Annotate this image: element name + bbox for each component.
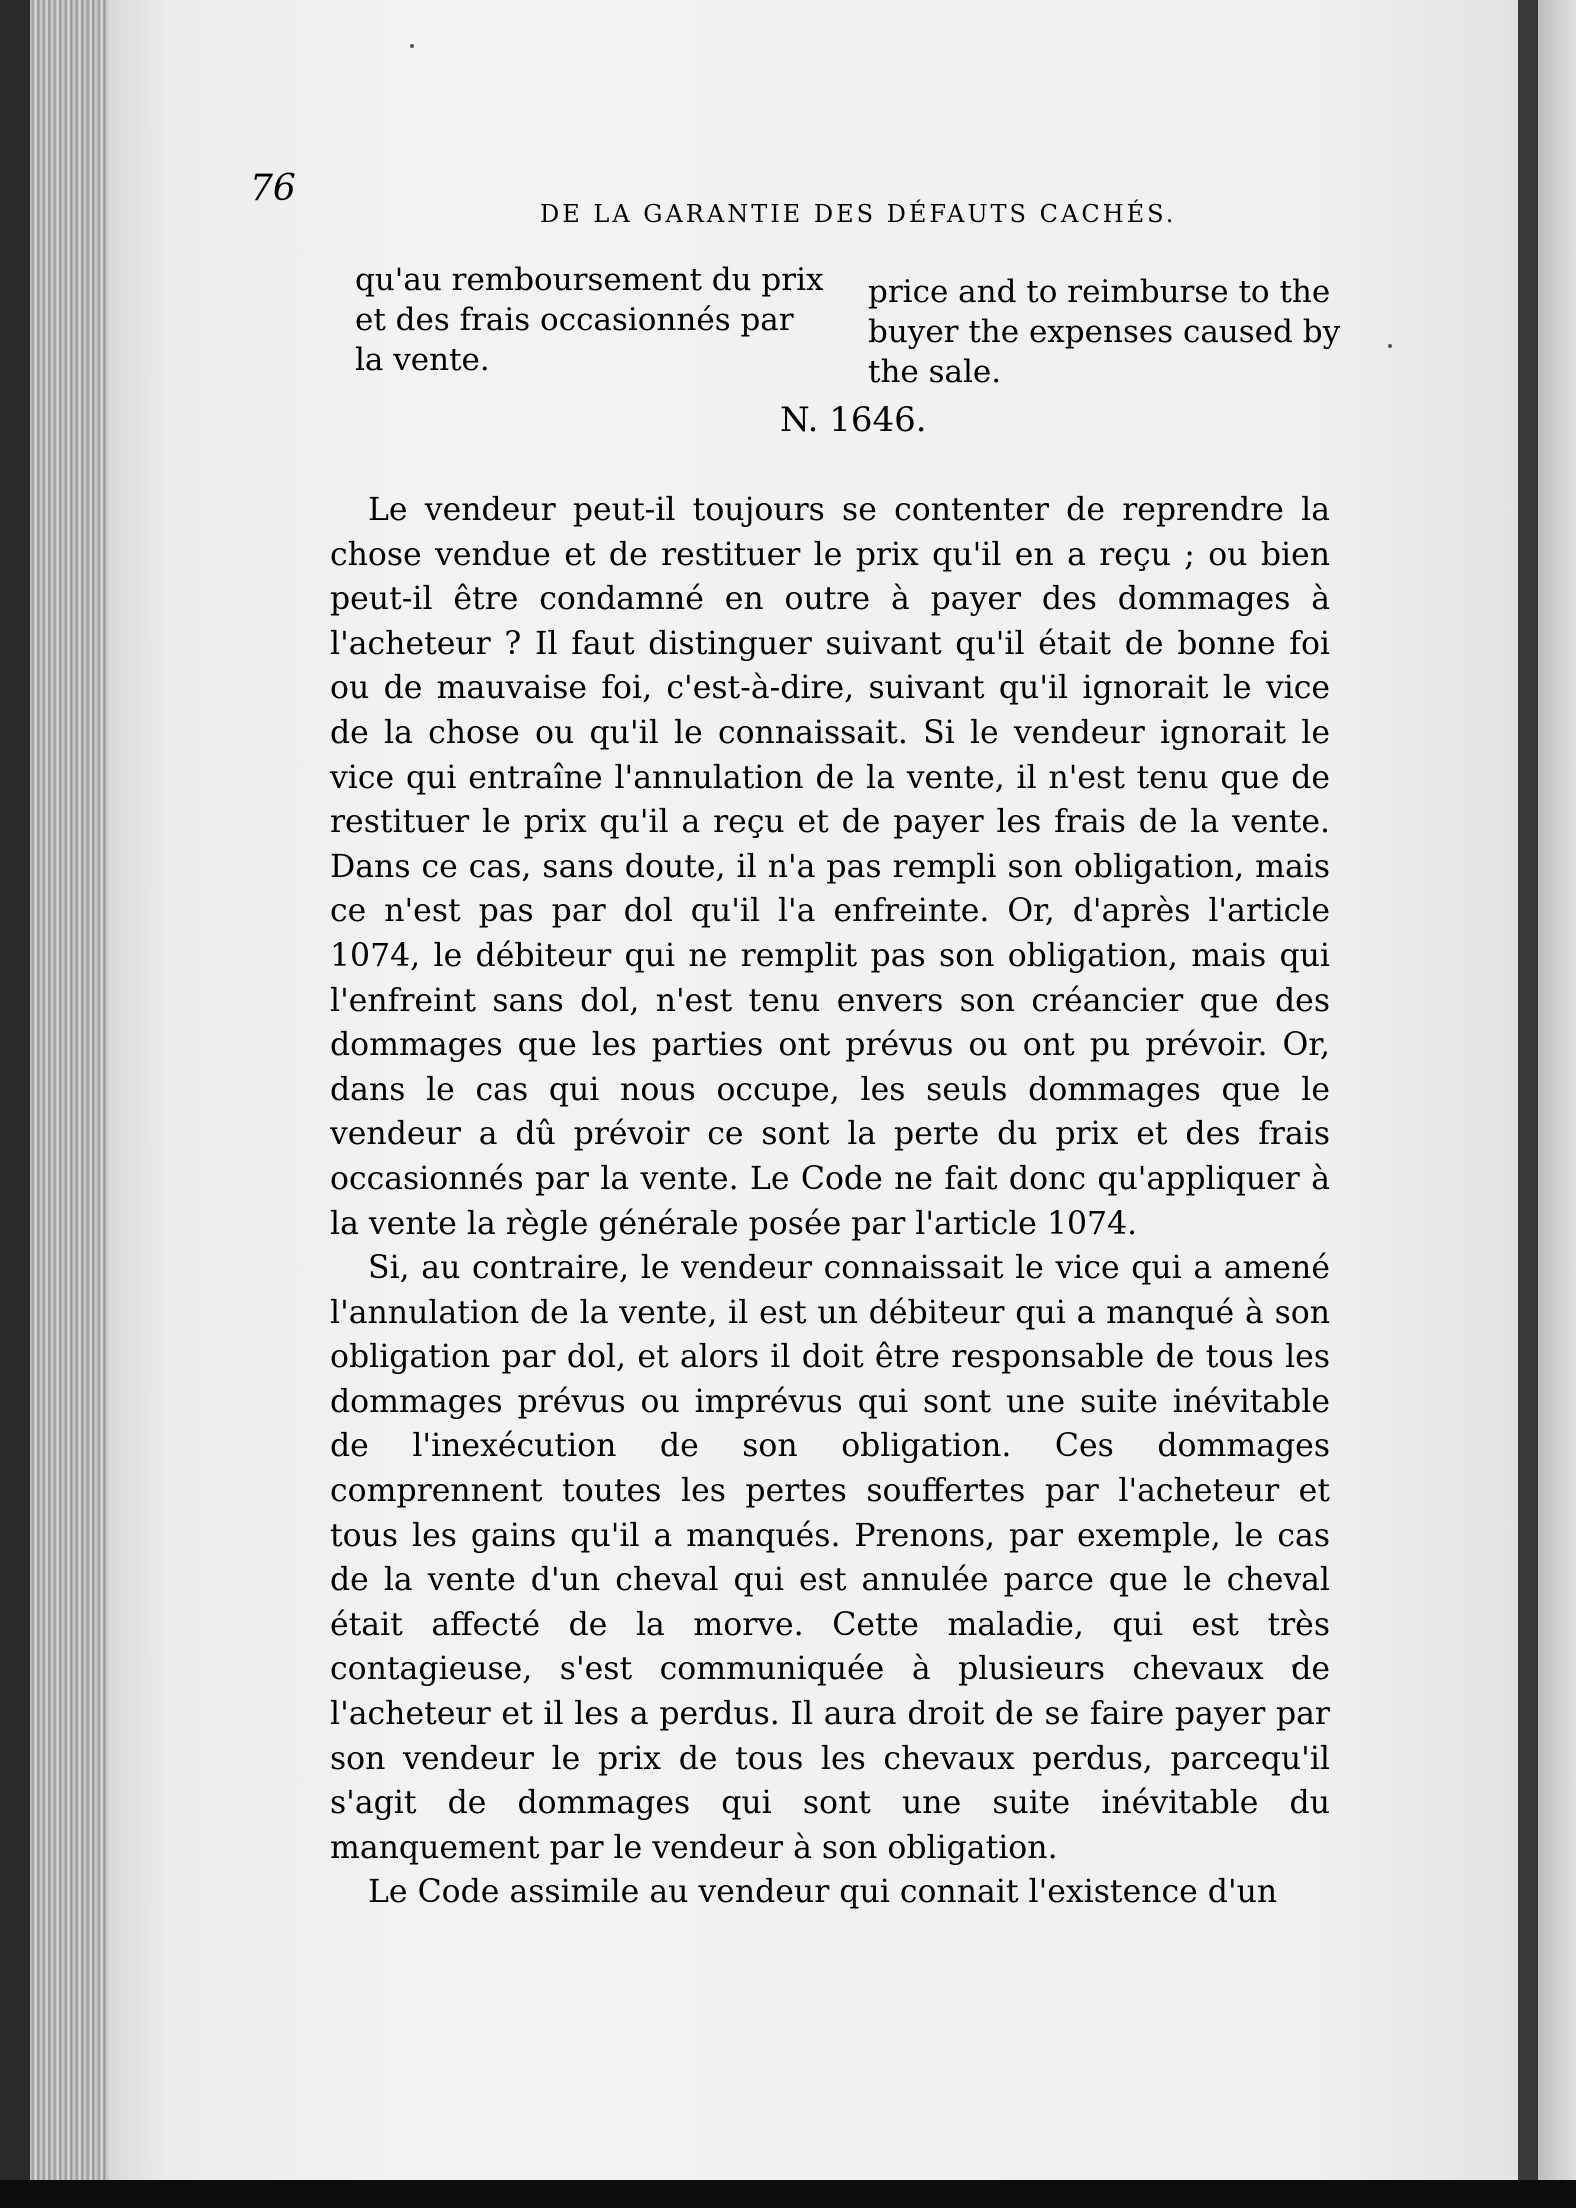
facing-page-edge xyxy=(1538,0,1576,2208)
english-line: buyer the expenses caused by xyxy=(868,314,1341,350)
french-line: la vente. xyxy=(355,342,490,378)
dust-speck xyxy=(1388,344,1392,348)
english-line: price and to reimburse to the xyxy=(868,274,1331,310)
paragraph: Si, au contraire, le vendeur connaissait le vice qui a amené l'annulation de la vente, il est un débiteur qui a manqué à son obligation par dol, et alors il doit être responsable de tous les dommages prévus ou imprévus qui sont une suite inévitable de l'inexécution de son obligation. Ces dommages comprennent toutes les pertes souffertes par l'acheteur et tous les gains qu'il a manqués. Prenons, par exemple, le cas de la vente d'un cheval qui est annulée parce que le cheval était affecté de la morve. Cette maladie, qui est très contagieuse, s'est communiquée à plusieurs chevaux de l'acheteur et il les a perdus. Il aura droit de se faire payer par son vendeur le prix de tous les chevaux perdus, parcequ'il s'agit de dommages qui sont une suite inévitable du manquement par le vendeur à son obligation. xyxy=(330,1250,1330,1866)
english-line: the sale. xyxy=(868,354,1002,390)
scan-bottom-border xyxy=(0,2180,1576,2208)
article-number: N. 1646. xyxy=(780,400,927,440)
french-column xyxy=(355,260,823,380)
french-line: et des frais occasionnés par xyxy=(355,302,794,338)
paragraph: Le vendeur peut-il toujours se contenter de reprendre la chose vendue et de restituer le prix qu'il en a reçu ; ou bien peut-il être condamné en outre à payer des dommages à l'acheteur ? Il faut distinguer suivant qu'il était de bonne foi ou de mauvaise foi, c'est-à-dire, suivant qu'il ignorait le vice de la chose ou qu'il le connaissait. Si le vendeur ignorait le vice qui entraîne l'annulation de la vente, il n'est tenu que de restituer le prix qu'il a reçu et de payer les frais de la vente. Dans ce cas, sans doute, il n'a pas rempli son obligation, mais ce n'est pas par dol qu'il l'a enfreinte. Or, d'après l'article 1074, le débiteur qui ne remplit pas son obligation, mais qui l'enfreint sans dol, n'est tenu envers son créancier que des dommages que les parties ont prévus ou ont pu prévoir. Or, dans le cas qui nous occupe, les seuls dommages que le vendeur a dû prévoir ce sont la perte du prix et des frais occasionnés par la vente. Le Code ne fait donc qu'appliquer à la vente la règle générale posée par l'article 1074. xyxy=(330,492,1330,1242)
french-line: qu'au remboursement du prix xyxy=(355,262,824,298)
body-text xyxy=(330,488,1330,1915)
paragraph: Le Code assimile au vendeur qui connait l'existence d'un xyxy=(368,1874,1278,1911)
book-spine xyxy=(0,0,30,2208)
running-title: DE LA GARANTIE DES DÉFAUTS CACHÉS. xyxy=(540,200,1177,228)
english-column xyxy=(868,272,1340,392)
dust-speck xyxy=(410,44,414,48)
page-gutter xyxy=(1518,0,1538,2208)
page-number: 76 xyxy=(250,168,296,209)
page-edges xyxy=(30,0,110,2208)
